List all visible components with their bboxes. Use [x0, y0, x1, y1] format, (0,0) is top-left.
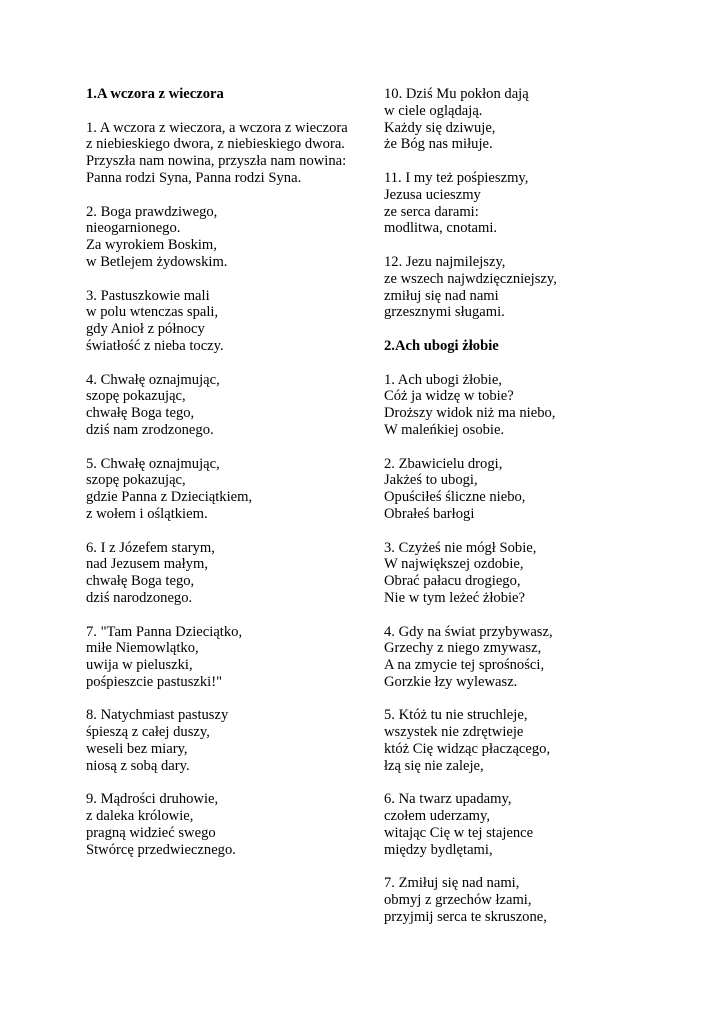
stanza-line: Stwórcę przedwiecznego. [86, 841, 236, 858]
stanza-line: w Betlejem żydowskim. [86, 253, 228, 270]
stanza [384, 791, 684, 858]
stanza-line: nad Jezusem małym, [86, 556, 208, 573]
stanza-line: któż Cię widząc płaczącego, [384, 741, 551, 758]
left-stanzas [86, 120, 348, 859]
stanza-line: zmiłuj się nad nami [384, 287, 499, 304]
stanza [384, 875, 684, 925]
right-stanzas [384, 372, 684, 926]
stanza-line: W maleńkiej osobie. [384, 421, 505, 438]
stanza-line: Obrać pałacu drogiego, [384, 573, 521, 590]
stanza-line: uwija w pieluszki, [86, 657, 193, 674]
stanza-line: przyjmij serca te skruszone, [384, 909, 547, 926]
stanza [86, 624, 348, 691]
stanza-line: między bydlętami, [384, 841, 493, 858]
stanza [86, 288, 348, 355]
stanza-line: 4. Gdy na świat przybywasz, [384, 623, 553, 640]
stanza [384, 372, 684, 439]
stanza-line: pragną widzieć swego [86, 825, 216, 842]
stanza-line: Nie w tym leżeć żłobie? [384, 589, 526, 606]
stanza-line: łzą się nie zaleje, [384, 757, 484, 774]
stanza-line: 2. Boga prawdziwego, [86, 203, 218, 220]
stanza [384, 456, 684, 523]
stanza-line: Cóż ja widzę w tobie? [384, 388, 514, 405]
stanza-line: obmyj z grzechów łzami, [384, 892, 532, 909]
stanza [86, 456, 348, 523]
stanza [86, 540, 348, 607]
stanza-line: chwałę Boga tego, [86, 405, 195, 422]
stanza-line: Jakżeś to ubogi, [384, 472, 478, 489]
stanza-line: gdy Anioł z północy [86, 321, 205, 338]
stanza-line: 5. Któż tu nie struchleje, [384, 707, 528, 724]
stanza-line: szopę pokazując, [86, 388, 186, 405]
stanza-line: Grzechy z niego zmywasz, [384, 640, 542, 657]
stanza [384, 707, 684, 774]
stanza-line: Jezusa ucieszmy [384, 186, 481, 203]
stanza [86, 791, 348, 858]
stanza-line: nieogarnionego. [86, 220, 181, 237]
stanza [86, 120, 348, 187]
stanza [86, 707, 348, 774]
stanza-line: światłość z nieba toczy. [86, 337, 224, 354]
stanza-line: Każdy się dziwuje, [384, 119, 496, 136]
left-column [86, 86, 348, 875]
stanza-line: z daleka królowie, [86, 808, 194, 825]
stanza [86, 204, 348, 271]
stanza [384, 170, 684, 237]
stanza-line: wszystek nie zdrętwieje [384, 724, 524, 741]
stanza-line: niosą z sobą dary. [86, 757, 190, 774]
stanza-line: weseli bez miary, [86, 741, 188, 758]
stanza-line: Za wyrokiem Boskim, [86, 237, 217, 254]
stanza-line: W największej ozdobie, [384, 556, 524, 573]
stanza-line: 3. Czyżeś nie mógł Sobie, [384, 539, 537, 556]
stanza-line: 1. A wczora z wieczora, a wczora z wieczora [86, 119, 348, 136]
stanza-line: 8. Natychmiast pastuszy [86, 707, 229, 724]
stanza-line: 5. Chwałę oznajmując, [86, 455, 220, 472]
stanza-line: 7. "Tam Panna Dzieciątko, [86, 623, 243, 640]
stanza-line: miłe Niemowlątko, [86, 640, 199, 657]
right-column [384, 86, 684, 943]
stanza-line: ze wszech najwdzięczniejszy, [384, 270, 557, 287]
stanza [384, 254, 684, 321]
stanza-line: szopę pokazując, [86, 472, 186, 489]
stanza-line: pośpieszcie pastuszki!" [86, 673, 223, 690]
stanza [86, 372, 348, 439]
stanza-line: Gorzkie łzy wylewasz. [384, 673, 518, 690]
stanza-line: 1. Ach ubogi żłobie, [384, 371, 502, 388]
stanza-line: 9. Mądrości druhowie, [86, 791, 219, 808]
stanza-line: grzesznymi sługami. [384, 304, 505, 321]
stanza-line: modlitwa, cnotami. [384, 220, 498, 237]
stanza-line: 10. Dziś Mu pokłon dają [384, 86, 529, 102]
stanza-line: witając Cię w tej stajence [384, 825, 534, 842]
stanza-line: Przyszła nam nowina, przyszła nam nowina: [86, 153, 347, 170]
stanza-line: ze serca darami: [384, 203, 479, 220]
stanza-line: Panna rodzi Syna, Panna rodzi Syna. [86, 169, 302, 186]
stanza-line: w polu wtenczas spali, [86, 304, 219, 321]
stanza-line: chwałę Boga tego, [86, 573, 195, 590]
stanza-line: A na zmycie tej sprośności, [384, 657, 545, 674]
stanza-line: 7. Zmiłuj się nad nami, [384, 875, 520, 892]
stanza-line: że Bóg nas miłuje. [384, 136, 493, 153]
stanza [384, 624, 684, 691]
stanza-line: 6. Na twarz upadamy, [384, 791, 512, 808]
stanza-line: śpieszą z całej duszy, [86, 724, 210, 741]
stanza-line: 6. I z Józefem starym, [86, 539, 215, 556]
stanza-line: w ciele oglądają. [384, 102, 483, 119]
stanza-line: dziś nam zrodzonego. [86, 421, 214, 438]
right-continued-stanzas [384, 86, 684, 321]
song-title-2: 2.Ach ubogi żłobie [384, 337, 499, 354]
stanza-line: z niebieskiego dwora, z niebieskiego dwora. [86, 136, 345, 153]
stanza-line: 3. Pastuszkowie mali [86, 287, 210, 304]
stanza-line: z wołem i oślątkiem. [86, 505, 208, 522]
stanza-line: gdzie Panna z Dzieciątkiem, [86, 489, 253, 506]
song-title-1: 1.A wczora z wieczora [86, 86, 224, 102]
stanza-line: Obrałeś barłogi [384, 505, 475, 522]
stanza-line: dziś narodzonego. [86, 589, 193, 606]
stanza [384, 86, 684, 153]
stanza [384, 540, 684, 607]
stanza-line: 12. Jezu najmilejszy, [384, 253, 506, 270]
stanza-line: 2. Zbawicielu drogi, [384, 455, 503, 472]
stanza-line: czołem uderzamy, [384, 808, 491, 825]
stanza-line: Opuściłeś śliczne niebo, [384, 489, 526, 506]
stanza-line: 4. Chwałę oznajmując, [86, 371, 220, 388]
stanza-line: 11. I my też pośpieszmy, [384, 169, 529, 186]
stanza-line: Droższy widok niż ma niebo, [384, 405, 556, 422]
